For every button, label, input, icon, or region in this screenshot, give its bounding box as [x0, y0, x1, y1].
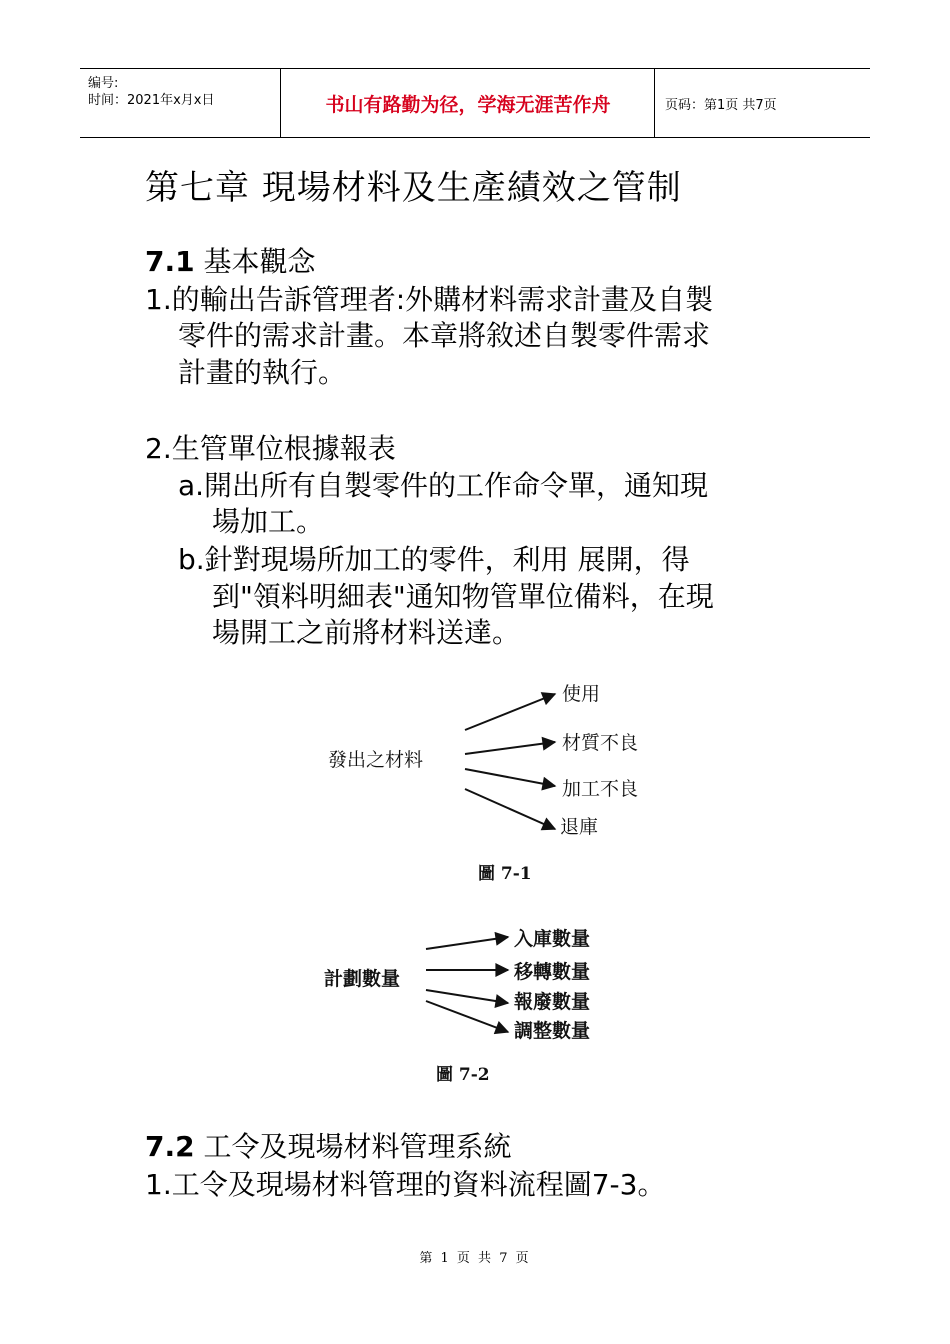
header-divider [280, 69, 281, 137]
header-page-label: 页码：第1页 共7页 [665, 97, 777, 113]
figure-target-label: 加工不良 [562, 778, 639, 800]
figure-target-label: 報廢數量 [514, 991, 591, 1013]
header-divider [654, 69, 655, 137]
section-title: 工令及現場材料管理系統 [203, 1130, 512, 1163]
paragraph-line: 2.生管單位根據報表 [145, 432, 396, 465]
paragraph-line: 零件的需求計畫。本章將敘述自製零件需求 [178, 319, 711, 352]
paragraph-line: a.開出所有自製零件的工作命令單，通知現 [178, 469, 709, 502]
chapter-title: 第七章 現場材料及生產績效之管制 [145, 168, 682, 208]
page-header [80, 68, 870, 138]
figure-target-label: 材質不良 [562, 732, 639, 754]
figure-target-label: 調整數量 [514, 1020, 591, 1042]
figure-target-label: 移轉數量 [514, 961, 591, 983]
figure-target-label: 退庫 [560, 816, 599, 838]
figure-7-2-diagram [310, 915, 640, 1090]
paragraph-line: 1.的輸出告訴管理者:外購材料需求計畫及自製 [145, 283, 714, 316]
section-heading-7-1 [145, 240, 316, 280]
page-footer: 第 1 页 共 7 页 [419, 1251, 531, 1266]
arrow [426, 1001, 508, 1032]
header-motto: 书山有路勤为径，学海无涯苦作舟 [325, 93, 611, 116]
section-title: 基本觀念 [203, 245, 316, 278]
arrow [465, 694, 555, 730]
figure-source-label: 計劃數量 [324, 968, 401, 990]
section-heading-7-2 [145, 1125, 512, 1165]
paragraph-line: b.針對現場所加工的零件，利用 展開，得 [178, 543, 690, 576]
paragraph-line: 1.工令及現場材料管理的資料流程圖7-3。 [145, 1168, 666, 1201]
figure-7-1-diagram [310, 670, 690, 890]
paragraph-line: 場開工之前將材料送達。 [212, 616, 521, 649]
figure-caption: 圖 7-1 [478, 864, 532, 884]
arrow [465, 742, 555, 754]
arrow [426, 937, 508, 949]
section-number: 7.1 [145, 245, 195, 278]
paragraph-line: 到"領料明細表"通知物管單位備料，在現 [212, 580, 714, 613]
section-number: 7.2 [145, 1130, 195, 1163]
document-number-label: 编号: [88, 76, 119, 91]
arrow [465, 789, 555, 829]
arrow [465, 769, 555, 786]
paragraph-line: 計畫的執行。 [178, 356, 347, 389]
figure-target-label: 入庫數量 [514, 928, 591, 950]
figure-target-label: 使用 [562, 683, 601, 705]
figure-source-label: 發出之材料 [328, 749, 424, 771]
paragraph-line: 場加工。 [212, 505, 325, 538]
figure-caption: 圖 7-2 [436, 1065, 490, 1085]
document-date-label: 时间：2021年x月x日 [88, 93, 215, 108]
arrow [426, 990, 508, 1003]
header-meta [88, 75, 214, 109]
